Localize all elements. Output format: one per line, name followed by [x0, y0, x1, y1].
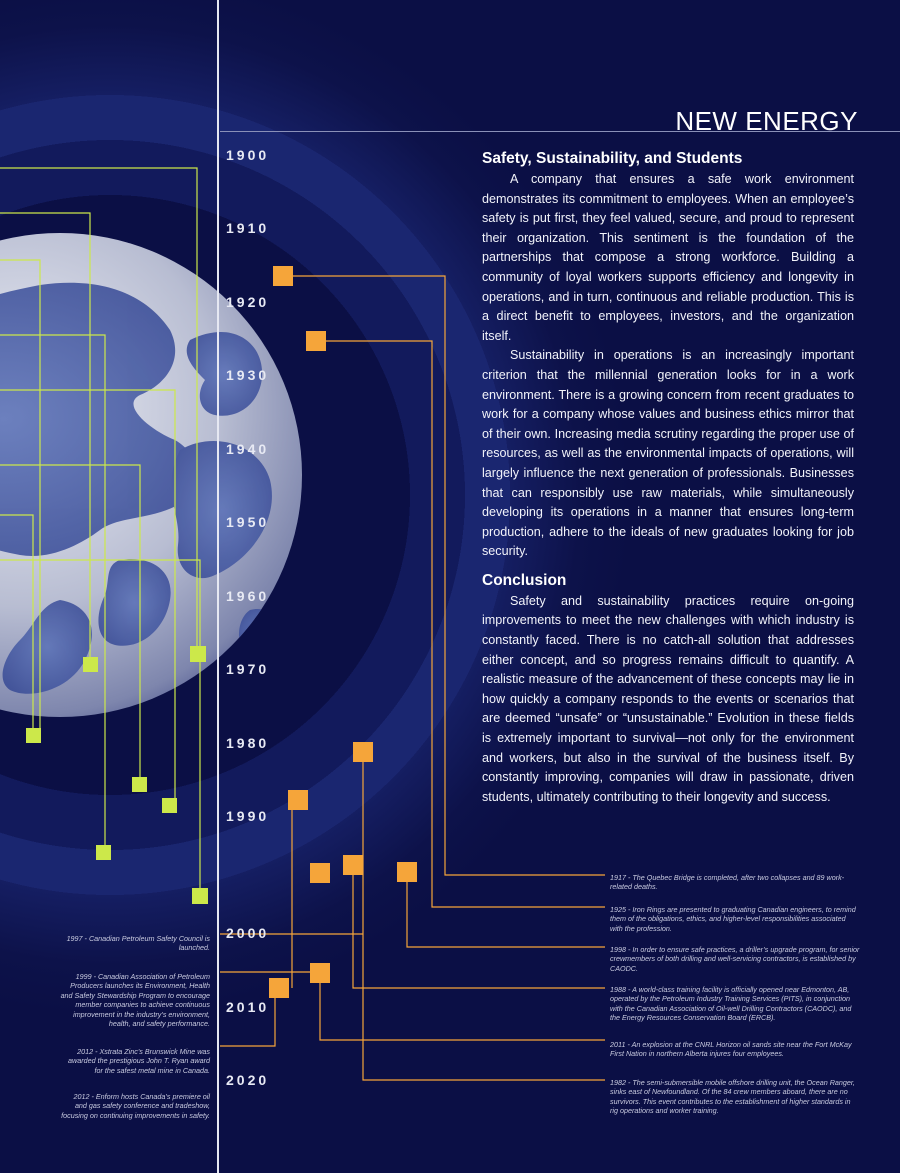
paragraph: Safety and sustainability practices require on-going improvements to meet the new challenges with which industry is constantly faced. There is no catch-all solution that addresses either concept, and so progress remains difficult to quantify. A realistic measure of the advancement of these concepts may lie in how quickly a company responds to the events or scenarios that are deemed “unsafe” or “unsustainable.” Evolution in these fields is extremely important to survival—not only for the environment and workers, but also in the survival of the business itself. By constantly improving, companies will draw in passionate, driven students, ultimately contributing to their longevity and success.: [482, 593, 854, 804]
paragraph: A company that ensures a safe work environment demonstrates its commitment to employees. When an employee’s safety is put first, they feel valued, secure, and proud to represent their organization. This sentiment is the foundation of the partnerships that compose a strong workforce. Building a community of loyal workers supports efficiency and longevity in operations, and in turn, continuous and reliable production. This is a direct benefit to employees, investors, and the organization itself.: [482, 172, 854, 343]
year-label: 1950: [226, 514, 270, 530]
orange-marker: [397, 862, 417, 882]
orange-marker: [269, 978, 289, 998]
year-label: 1920: [226, 294, 270, 310]
year-label: 1930: [226, 367, 270, 383]
orange-marker: [353, 742, 373, 762]
orange-marker: [288, 790, 308, 810]
orange-marker: [310, 963, 330, 983]
paragraph: Sustainability in operations is an increasingly important criterion that the millennial generation looks for in a work environment. There is a growing concern from recent graduates to work for a company whose values and business ethics mirror that of their own. Increasing media scrutiny regarding the proper use of resources, as well as the environmental impacts of operations, will largely influence the next generation of professionals. Businesses that can responsibly use raw materials, while simultaneously developing its operations in a manner that ensures long-term production, adhere to the ideals of new graduates looking for job security.: [482, 348, 854, 559]
year-label: 2010: [226, 999, 270, 1015]
event-note: 1982 - The semi-submersible mobile offshore drilling unit, the Ocean Ranger, sinks east of Newfoundland. Of the 84 crew members aboard, there are no survivors. This event contributes to the establishment of higher standards in rig operations and worker training.: [610, 1078, 855, 1116]
orange-marker: [310, 863, 330, 883]
event-note: 1917 - The Quebec Bridge is completed, after two collapses and 89 work-related deaths.: [610, 873, 845, 892]
section-heading: Conclusion: [482, 571, 567, 589]
year-label: 1940: [226, 441, 270, 457]
lime-marker: [96, 845, 111, 860]
event-note: 1998 - In order to ensure safe practices, a driller’s upgrade program, for senior crewmembers of both drilling and well-servicing contractors, is established by CAODC.: [610, 945, 860, 973]
article: [482, 150, 854, 807]
lime-marker: [83, 657, 98, 672]
orange-marker: [343, 855, 363, 875]
year-label: 1980: [226, 735, 270, 751]
event-note: 2011 - An explosion at the CNRL Horizon oil sands site near the Fort McKay First Nation in northern Alberta injures four employees.: [610, 1040, 852, 1059]
event-note: 1997 - Canadian Petroleum Safety Council is launched.: [66, 934, 210, 953]
year-label: 1910: [226, 220, 270, 236]
section-heading: Safety, Sustainability, and Students: [482, 150, 743, 167]
lime-marker: [26, 728, 41, 743]
year-label: 2020: [226, 1072, 270, 1088]
lime-marker: [132, 777, 147, 792]
lime-marker: [190, 646, 206, 662]
year-label: 1900: [226, 147, 270, 163]
orange-marker: [306, 331, 326, 351]
year-label: 1990: [226, 808, 270, 824]
event-note: 1999 - Canadian Association of Petroleum Producers launches its Environment, Health and Safety Stewardship Program to encourage member companies to achieve continuous improvement in the industry’s environment, health, and safety performance.: [60, 972, 210, 1029]
orange-marker: [273, 266, 293, 286]
orange-markers: [269, 266, 417, 998]
year-label: 1970: [226, 661, 270, 677]
event-note: 2012 - Enform hosts Canada’s premiere oil and gas safety conference and tradeshow, focusing on continuing improvements in safety.: [61, 1092, 210, 1120]
page-title: NEW ENERGY: [675, 106, 858, 136]
timeline-axis: [217, 0, 219, 1173]
year-label: 1960: [226, 588, 270, 604]
event-note: 1925 - Iron Rings are presented to graduating Canadian engineers, to remind them of the obligations, ethics, and higher-level responsibilities associated with the profession.: [610, 905, 856, 933]
event-note: 1988 - A world-class training facility is officially opened near Edmonton, AB, operated by the Petroleum Industry Training Services (PITS), in conjunction with the Canadian Association of Oil-well Drilling Contractors (CAODC), and the Energy Resources Conservation Board (ERCB).: [610, 985, 852, 1023]
year-label: 2000: [226, 925, 270, 941]
event-note: 2012 - Xstrata Zinc’s Brunswick Mine was awarded the prestigious John T. Ryan award for the safest metal mine in Canada.: [68, 1047, 210, 1075]
lime-marker: [192, 888, 208, 904]
lime-marker: [162, 798, 177, 813]
